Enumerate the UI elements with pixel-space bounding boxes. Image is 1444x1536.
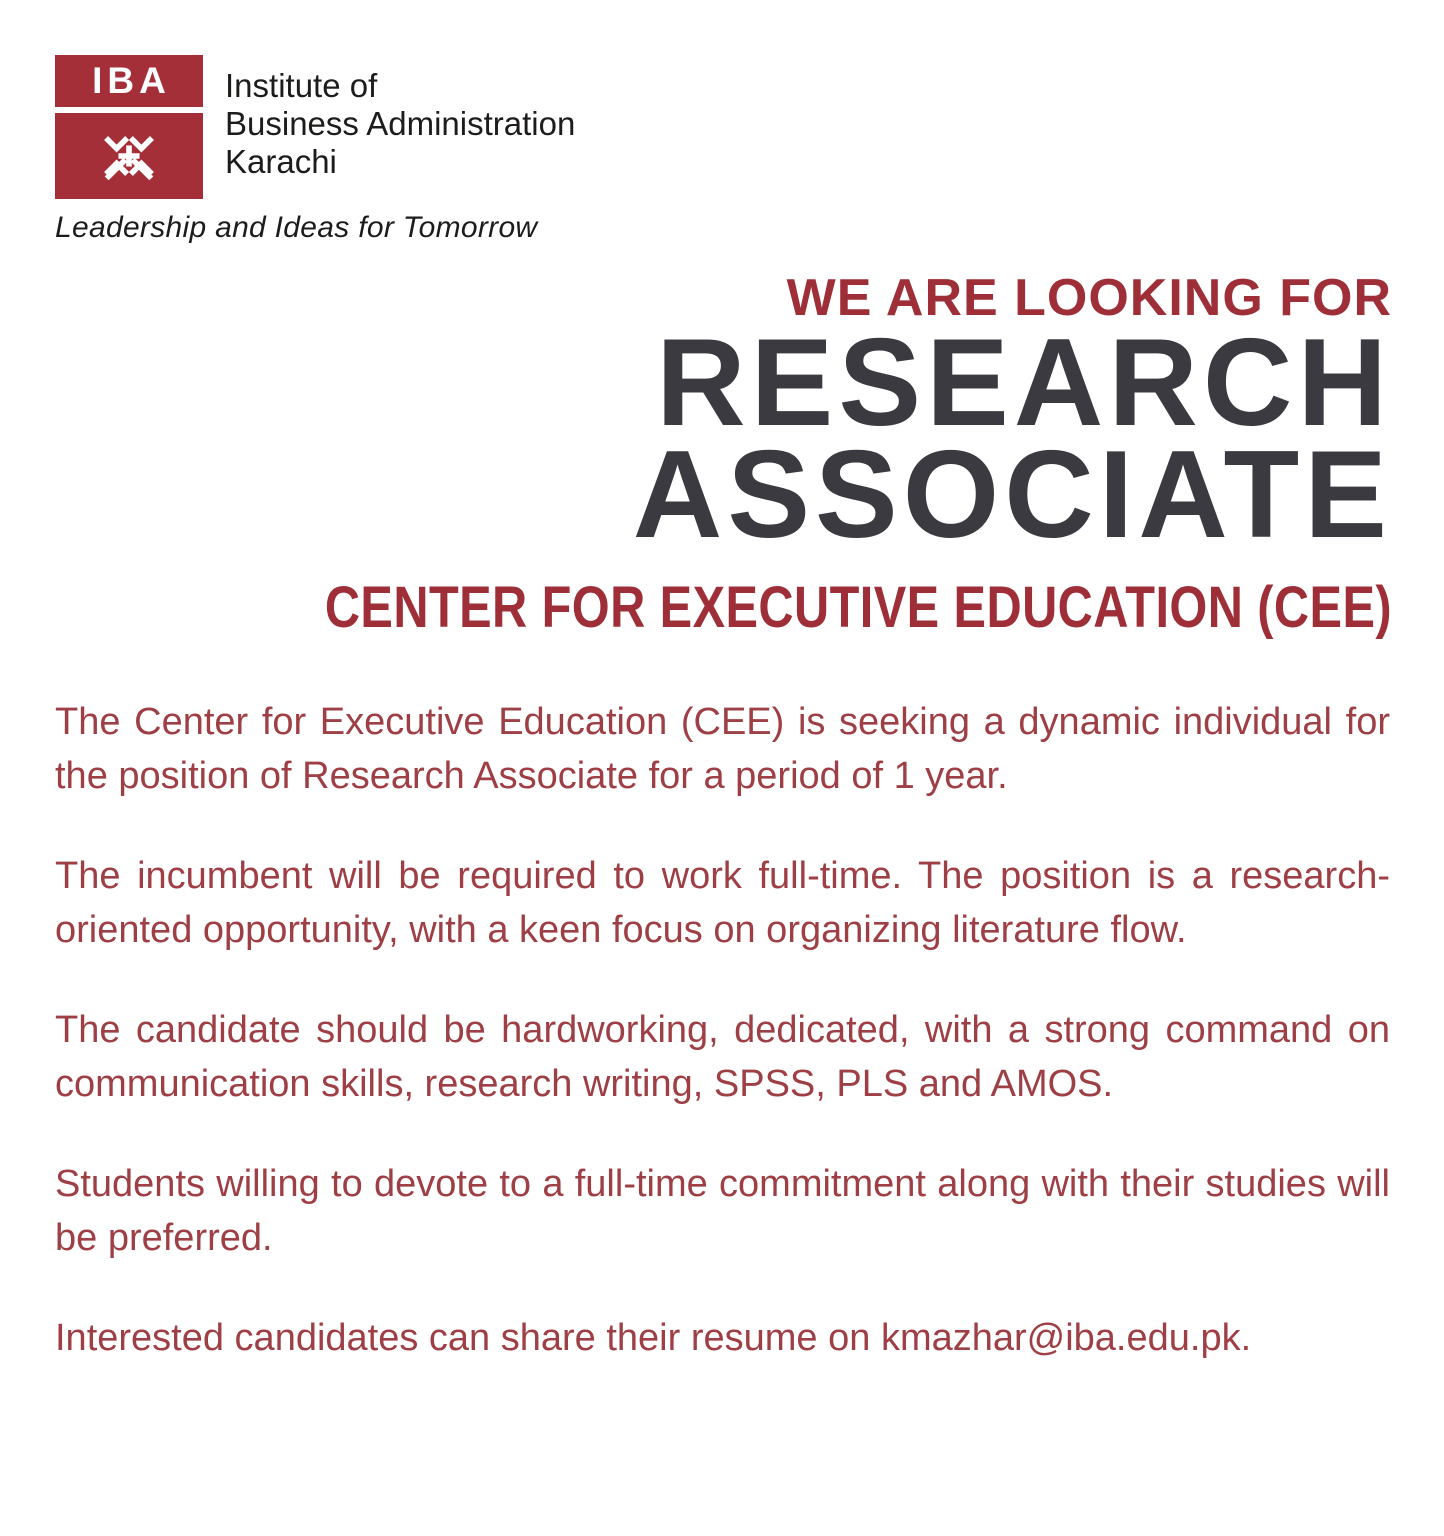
headline-kicker: WE ARE LOOKING FOR — [786, 269, 1392, 327]
iba-acronym-box — [55, 55, 203, 107]
candidate-requirements-paragraph: The candidate should be hardworking, dedicated, with a strong command on communication skills, research writing, SPSS, PLS and AMOS. — [55, 1009, 1390, 1105]
org-name — [225, 55, 575, 181]
headline-block — [0, 269, 1444, 639]
iba-emblem-icon — [55, 113, 203, 199]
iba-logo-block — [0, 0, 1444, 245]
role-details-paragraph: The incumbent will be required to work full-time. The position is a research-oriented opportunity, with a keen focus on organizing literature flow. — [55, 855, 1390, 951]
iba-logo — [55, 55, 1444, 199]
intro-paragraph: The Center for Executive Education (CEE) is seeking a dynamic individual for the position of Research Associate for a period of 1 year. — [55, 701, 1390, 797]
body-copy — [55, 695, 1390, 1365]
job-title-line-2: ASSOCIATE — [632, 426, 1392, 564]
org-tagline: Leadership and Ideas for Tomorrow — [55, 211, 538, 244]
contact-email: kmazhar@iba.edu.pk — [880, 1317, 1241, 1359]
application-instructions-paragraph — [55, 1311, 1390, 1365]
job-title-line-1: RESEARCH — [656, 314, 1392, 452]
application-instructions-text: Interested candidates can share their resume on — [55, 1317, 881, 1359]
iba-acronym: IBA — [92, 60, 171, 101]
application-instructions-period: . — [1240, 1317, 1252, 1359]
org-name-line-3: Karachi — [225, 143, 337, 180]
org-name-line-2: Business Administration — [225, 105, 576, 142]
iba-logo-mark — [55, 55, 203, 199]
preference-note-paragraph: Students willing to devote to a full-time commitment along with their studies will be preferred. — [55, 1163, 1390, 1259]
org-name-line-1: Institute of — [225, 67, 378, 104]
department-subtitle: CENTER FOR EXECUTIVE EDUCATION (CEE) — [324, 575, 1393, 640]
